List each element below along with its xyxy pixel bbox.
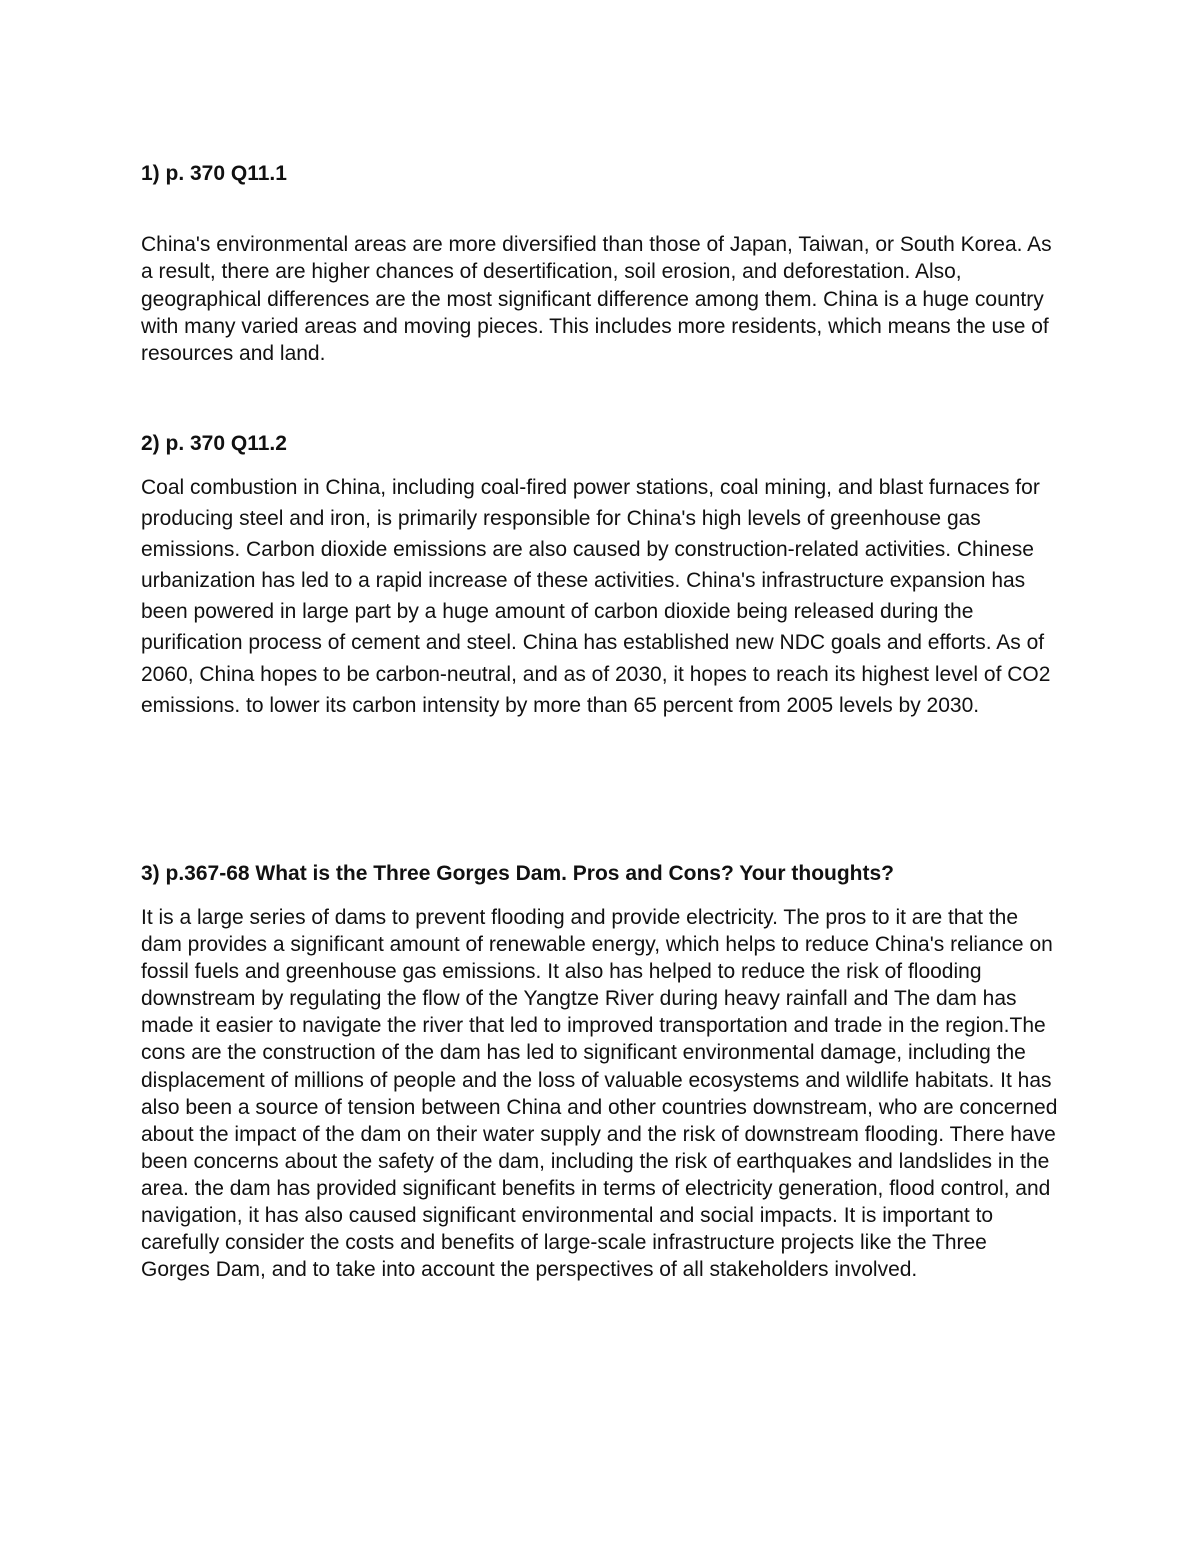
question-3-heading: 3) p.367-68 What is the Three Gorges Dam. Pros and Cons? Your thoughts? — [141, 862, 895, 885]
question-2-heading: 2) p. 370 Q11.2 — [141, 432, 287, 455]
question-3-answer: It is a large series of dams to prevent flooding and provide electricity. The pros to it are that the dam provides a significant amount of renewable energy, which helps to reduce China's reliance on fossil fuels and greenhouse gas emissions. It also has helped to reduce the risk of flooding downstream by regulating the flow of the Yangtze River during heavy rainfall and The dam has made it easier to navigate the river that led to improved transportation and trade in the region.The cons are the construction of the dam has led to significant environmental damage, including the displacement of millions of people and the loss of valuable ecosystems and wildlife habitats. It has also been a source of tension between China and other countries downstream, who are concerned about the impact of the dam on their water supply and the risk of downstream flooding. There have been concerns about the safety of the dam, including the risk of earthquakes and landslides in the area. the dam has provided significant benefits in terms of electricity generation, flood control, and navigation, it has also caused significant environmental and social impacts. It is important to carefully consider the costs and benefits of large-scale infrastructure projects like the Three Gorges Dam, and to take into account the perspectives of all stakeholders involved. — [141, 906, 1058, 1282]
question-1-heading: 1) p. 370 Q11.1 — [141, 162, 287, 185]
question-1-answer: China's environmental areas are more diversified than those of Japan, Taiwan, or South Korea. As a result, there are higher chances of desertification, soil erosion, and deforestation. Also, geographical differences are the most significant difference among them. China is a huge country with many varied areas and moving pieces. This includes more residents, which means the use of resources and land. — [141, 233, 1052, 366]
question-2-answer: Coal combustion in China, including coal-fired power stations, coal mining, and blast furnaces for producing steel and iron, is primarily responsible for China's high levels of greenhouse gas emissions. Carbon dioxide emissions are also caused by construction-related activities. Chinese urbanization has led to a rapid increase of these activities. China's infrastructure expansion has been powered in large part by a huge amount of carbon dioxide being released during the purification process of cement and steel. China has established new NDC goals and efforts. As of 2060, China hopes to be carbon-neutral, and as of 2030, it hopes to reach its highest level of CO2 emissions. to lower its carbon intensity by more than 65 percent from 2005 levels by 2030. — [141, 476, 1051, 717]
